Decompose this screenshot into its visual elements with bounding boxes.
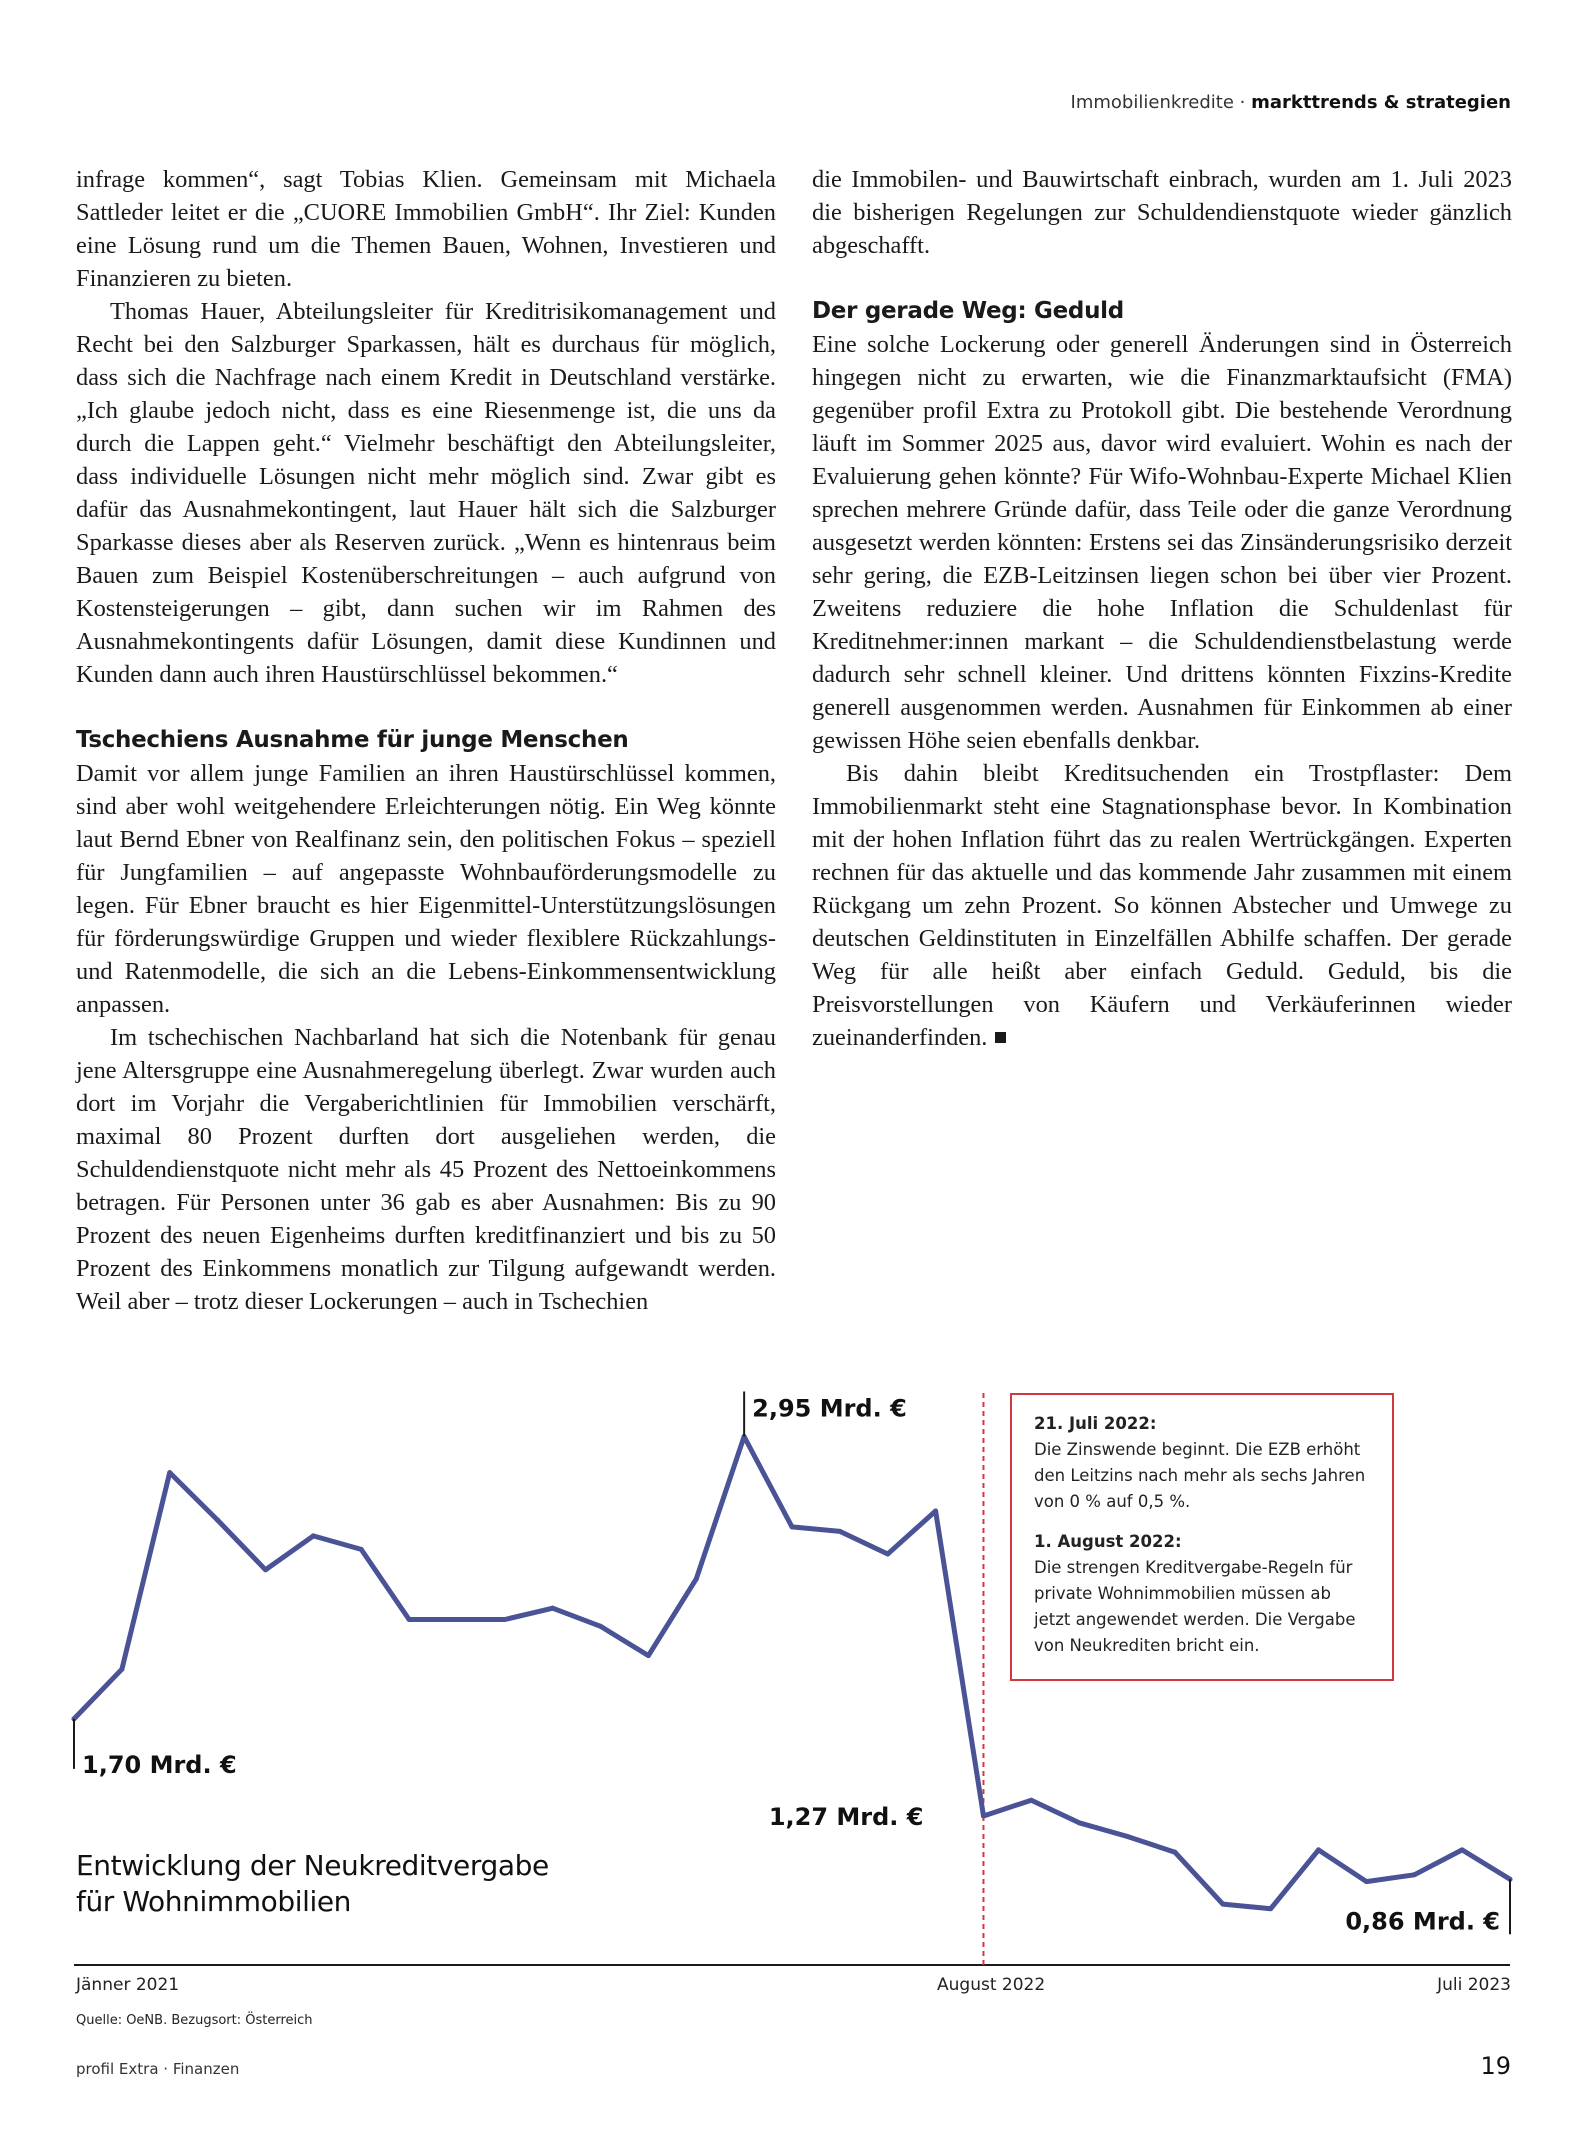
value-label-2: 1,27 Mrd. €: [768, 1803, 924, 1832]
left-column: [76, 163, 776, 1318]
data-point-20: [1029, 1798, 1034, 1803]
annotation-2: [1034, 1529, 1370, 1659]
right-paragraph-1: die Immobilen- und Bauwirtschaft einbrach, wurden am 1. Juli 2023 die bisherigen Regelungen zur Schuldendienstquote wieder gänzlich abgeschafft.: [812, 166, 1512, 259]
annotation-1-date: 21. Juli 2022:: [1034, 1414, 1157, 1433]
right-column: [812, 163, 1512, 1054]
annotation-1-text: Die Zinswende beginnt. Die EZB erhöht den Leitzins nach mehr als sechs Jahren von 0 % auf 0,5 %.: [1034, 1440, 1366, 1511]
data-point-18: [933, 1509, 938, 1514]
data-point-5: [311, 1533, 316, 1538]
data-point-17: [885, 1551, 890, 1556]
header-section: Immobilienkredite ·: [1070, 92, 1252, 113]
data-point-2: [167, 1470, 172, 1475]
data-point-22: [1125, 1834, 1130, 1839]
end-mark-icon: [995, 1032, 1006, 1043]
data-point-23: [1172, 1850, 1177, 1855]
data-point-13: [694, 1576, 699, 1581]
running-header: [1071, 92, 1511, 113]
header-rubric: markttrends & strategien: [1251, 92, 1511, 113]
chart-title-line-1: Entwicklung der Neukreditvergabe: [76, 1849, 549, 1882]
annotation-box: [1010, 1393, 1394, 1681]
right-subheading: Der gerade Weg: Geduld: [812, 298, 1124, 324]
annotation-2-date: 1. August 2022:: [1034, 1532, 1182, 1551]
data-point-16: [837, 1529, 842, 1534]
value-label-1: 2,95 Mrd. €: [752, 1394, 907, 1423]
data-point-24: [1220, 1902, 1225, 1907]
data-point-25: [1268, 1906, 1273, 1911]
data-point-12: [646, 1653, 651, 1658]
right-paragraph-2: Eine solche Lockerung oder generell Änderungen sind in Österreich hingegen nicht zu erwarten, wie die Finanzmarktaufsicht (FMA) gegenüber profil Extra zu Protokoll gibt. Die bestehende Verordnung läuft im Sommer 2025 aus, davor wird evaluiert. Wohin es nach der Evaluierung gehen könnte? Für Wifo-Wohnbau-Experte Michael Klien sprechen mehrere Gründe dafür, dass Teile oder die ganze Verordnung ausgesetzt werden könnten: Erstens sei das Zinsänderungsrisiko derzeit sehr gering, die EZB-Leitzinsen liegen schon bei über vier Prozent. Zweitens reduziere die hohe Inflation die Schuldenlast für Kreditnehmer:innen markant – die Schuldendienstbelastung werde dadurch sehr schnell kleiner. Und drittens könnten Fixzins-Kredite generell ausgenommen werden. Ausnahmen für Einkommen ab einer gewissen Höhe seien ebenfalls denkbar.: [812, 331, 1512, 754]
data-point-9: [502, 1617, 507, 1622]
data-point-28: [1412, 1872, 1417, 1877]
x-label-end: Juli 2023: [1437, 1975, 1511, 1995]
x-label-start: Jänner 2021: [76, 1975, 180, 1995]
chart-title-line-2: für Wohnimmobilien: [76, 1885, 352, 1918]
data-point-26: [1316, 1847, 1321, 1852]
page-number: 19: [1480, 2052, 1511, 2080]
left-paragraph-3: Damit vor allem junge Familien an ihren Haustürschlüssel kommen, sind aber wohl weitgehendere Erleichterungen nötig. Ein Weg könnte laut Bernd Ebner von Realfinanz sein, den politischen Fokus – speziell für Jungfamilien – auf angepasste Wohnbauförderungsmodelle zu legen. Für Ebner braucht es hier Eigenmittel-Unterstützungslösungen für förderungswürdige Gruppen und wieder flexiblere Rückzahlungs- und Ratenmodelle, die sich an die Lebens-Einkommensentwicklung anpassen.: [76, 760, 776, 1018]
footer-publication: profil Extra · Finanzen: [76, 2060, 240, 2078]
annotation-1: [1034, 1411, 1370, 1515]
data-point-27: [1364, 1879, 1369, 1884]
data-point-11: [598, 1624, 603, 1629]
right-paragraph-3: [812, 757, 1512, 1054]
x-label-marker: August 2022: [937, 1975, 1046, 1995]
right-paragraph-3-text: Bis dahin bleibt Kreditsuchenden ein Trostpflaster: Dem Immobilienmarkt steht eine Stagnationsphase bevor. In Kombination mit der hohen Inflation führt das zu realen Wertrückgängen. Experten rechnen für das aktuelle und das kommende Jahr zusammen mit einem Rückgang um zehn Prozent. So können Abstecher und Umwege zu deutschen Geldinstituten in Einzelfällen Abhilfe schaffen. Der gerade Weg für alle heißt aber einfach Geduld. Geduld, bis die Preisvorstellungen von Käufern und Verkäuferinnen wieder zueinanderfinden.: [812, 760, 1512, 1051]
data-point-6: [359, 1547, 364, 1552]
data-point-8: [454, 1617, 459, 1622]
data-point-29: [1460, 1847, 1465, 1852]
value-label-3: 0,86 Mrd. €: [1345, 1907, 1500, 1936]
data-point-10: [550, 1606, 555, 1611]
left-paragraph-1: infrage kommen“, sagt Tobias Klien. Gemeinsam mit Michaela Sattleder leitet er die „CUORE Immobilien GmbH“. Ihr Ziel: Kunden eine Lösung rund um die Themen Bauen, Wohnen, Investieren und Finanzieren zu bieten.: [76, 166, 776, 292]
left-paragraph-2: Thomas Hauer, Abteilungsleiter für Kreditrisikomanagement und Recht bei den Salzburger Sparkassen, hält es durchaus für möglich, dass sich die Nachfrage nach einem Kredit in Deutschland verstärke. „Ich glaube jedoch nicht, dass es eine Riesenmenge ist, die uns da durch die Lappen geht.“ Vielmehr beschäftigt den Abteilungsleiter, dass individuelle Lösungen nicht mehr möglich sind. Zwar gibt es dafür das Ausnahmekontingent, laut Hauer hält sich die Salzburger Sparkasse dieses aber als Reserven zurück. „Wenn es hintenraus beim Bauen zum Beispiel Kostenüberschreitungen – auch aufgrund von Kostensteigerungen – gibt, dann suchen wir im Rahmen des Ausnahmekontingents dafür Lösungen, damit diese Kundinnen und Kunden dann auch ihren Haustürschlüssel bekommen.“: [76, 298, 776, 688]
data-point-3: [215, 1518, 220, 1523]
value-label-0: 1,70 Mrd. €: [82, 1750, 237, 1779]
data-point-19: [981, 1814, 986, 1819]
data-point-7: [407, 1617, 412, 1622]
data-point-1: [119, 1667, 124, 1672]
data-point-4: [263, 1567, 268, 1572]
data-point-21: [1077, 1820, 1082, 1825]
chart-title: [76, 1848, 676, 1920]
annotation-2-text: Die strengen Kreditvergabe-Regeln für private Wohnimmobilien müssen ab jetzt angewendet werden. Die Vergabe von Neukrediten bricht ein.: [1034, 1558, 1356, 1655]
chart-source: Quelle: OeNB. Bezugsort: Österreich: [76, 2013, 313, 2028]
left-paragraph-4: Im tschechischen Nachbarland hat sich die Notenbank für genau jene Altersgruppe eine Ausnahmeregelung überlegt. Zwar wurden auch dort im Vorjahr die Vergaberichtlinien für Immobilien verschärft, maximal 80 Prozent durften dort ausgeliehen werden, die Schuldendienstquote nicht mehr als 45 Prozent des Nettoeinkommens betragen. Für Personen unter 36 gab es aber Ausnahmen: Bis zu 90 Prozent des neuen Eigenheims durften kreditfinanziert und bis zu 50 Prozent des Einkommens monatlich zur Tilgung aufgewandt werden. Weil aber – trotz dieser Lockerungen – auch in Tschechien: [76, 1024, 776, 1315]
data-point-15: [790, 1524, 795, 1529]
left-subheading: Tschechiens Ausnahme für junge Menschen: [76, 727, 629, 753]
